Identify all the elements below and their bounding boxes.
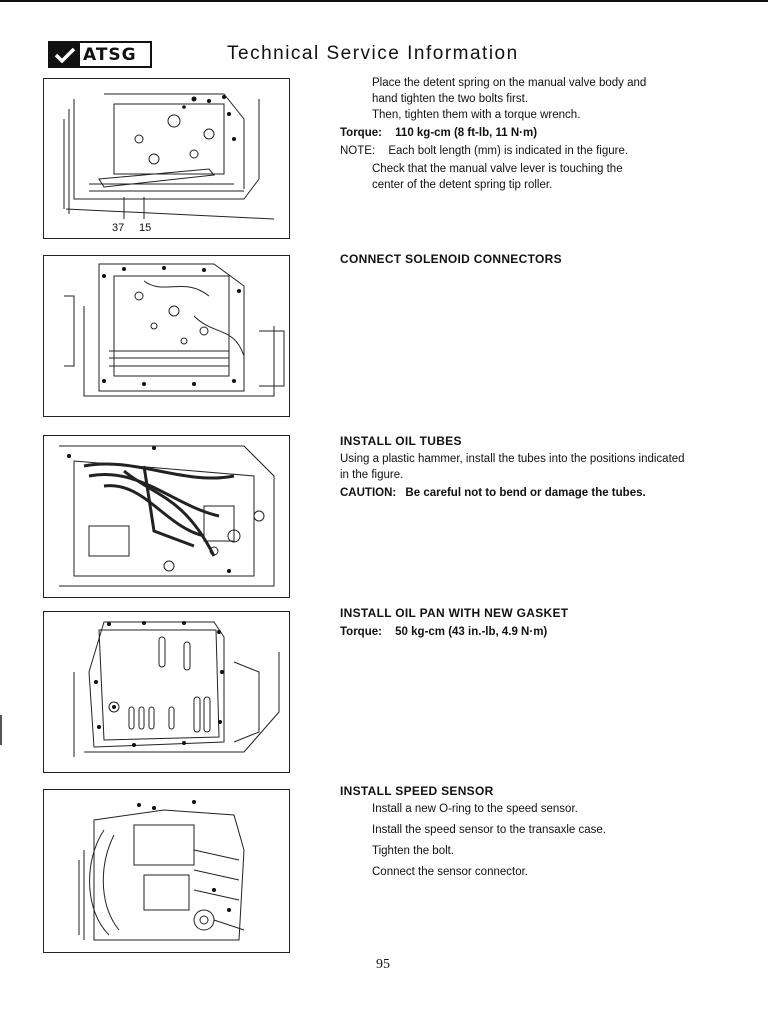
bolt-length-label-15: 15 [139, 222, 152, 234]
top-border [0, 0, 768, 2]
caution-text: Be careful not to bend or damage the tubes. [405, 487, 646, 499]
figure-oil-tubes [43, 435, 290, 598]
speed-sensor-step: Install a new O-ring to the speed sensor. [372, 803, 578, 815]
valve-body-drawing [44, 79, 289, 238]
check-line-2: center of the detent spring tip roller. [372, 179, 553, 191]
oil-pan-torque-value: 50 kg-cm (43 in.-lb, 4.9 N·m) [395, 626, 548, 638]
oil-tubes-drawing [44, 436, 289, 597]
speed-sensor-step: Tighten the bolt. [372, 845, 455, 857]
checkmark-icon [50, 43, 80, 66]
page-title: Technical Service Information [227, 43, 519, 64]
oil-pan-section [340, 605, 690, 640]
torque-value: 110 kg-cm (8 ft-lb, 11 N·m) [395, 127, 538, 139]
logo-text: ATSG [83, 44, 137, 65]
detent-line-3: Then, tighten them with a torque wrench. [372, 109, 581, 121]
detent-line-1: Place the detent spring on the manual valve body and [372, 77, 647, 89]
check-line-1: Check that the manual valve lever is touching the [372, 163, 623, 175]
note-label: NOTE: [340, 145, 376, 157]
detent-spring-instructions [340, 75, 690, 193]
atsg-logo [48, 41, 152, 68]
solenoid-drawing [44, 256, 289, 416]
figure-solenoid-connectors [43, 255, 290, 417]
page-number: 95 [376, 957, 390, 972]
oil-tubes-heading: INSTALL OIL TUBES [340, 434, 462, 448]
caution-label: CAUTION: [340, 487, 397, 499]
figure-speed-sensor [43, 789, 290, 953]
oil-pan-drawing [44, 612, 289, 772]
note-text: Each bolt length (mm) is indicated in the figure. [388, 145, 629, 157]
speed-sensor-step: Install the speed sensor to the transaxle case. [372, 824, 606, 836]
oil-tubes-section [340, 433, 690, 501]
oil-pan-heading: INSTALL OIL PAN WITH NEW GASKET [340, 606, 569, 620]
speed-sensor-drawing [44, 790, 289, 952]
margin-mark [0, 715, 2, 745]
bolt-length-label-37: 37 [112, 222, 125, 234]
figure-detent-spring [43, 78, 290, 239]
figure-oil-pan [43, 611, 290, 773]
solenoid-heading: CONNECT SOLENOID CONNECTORS [340, 252, 562, 266]
speed-sensor-section [340, 783, 690, 880]
oil-tubes-text: Using a plastic hammer, install the tubes into the positions indicated in the figure. [340, 453, 685, 481]
oil-pan-torque-label: Torque: [340, 626, 382, 638]
detent-line-2: hand tighten the two bolts first. [372, 93, 528, 105]
torque-label: Torque: [340, 127, 382, 139]
speed-sensor-heading: INSTALL SPEED SENSOR [340, 784, 494, 798]
speed-sensor-step: Connect the sensor connector. [372, 866, 528, 878]
